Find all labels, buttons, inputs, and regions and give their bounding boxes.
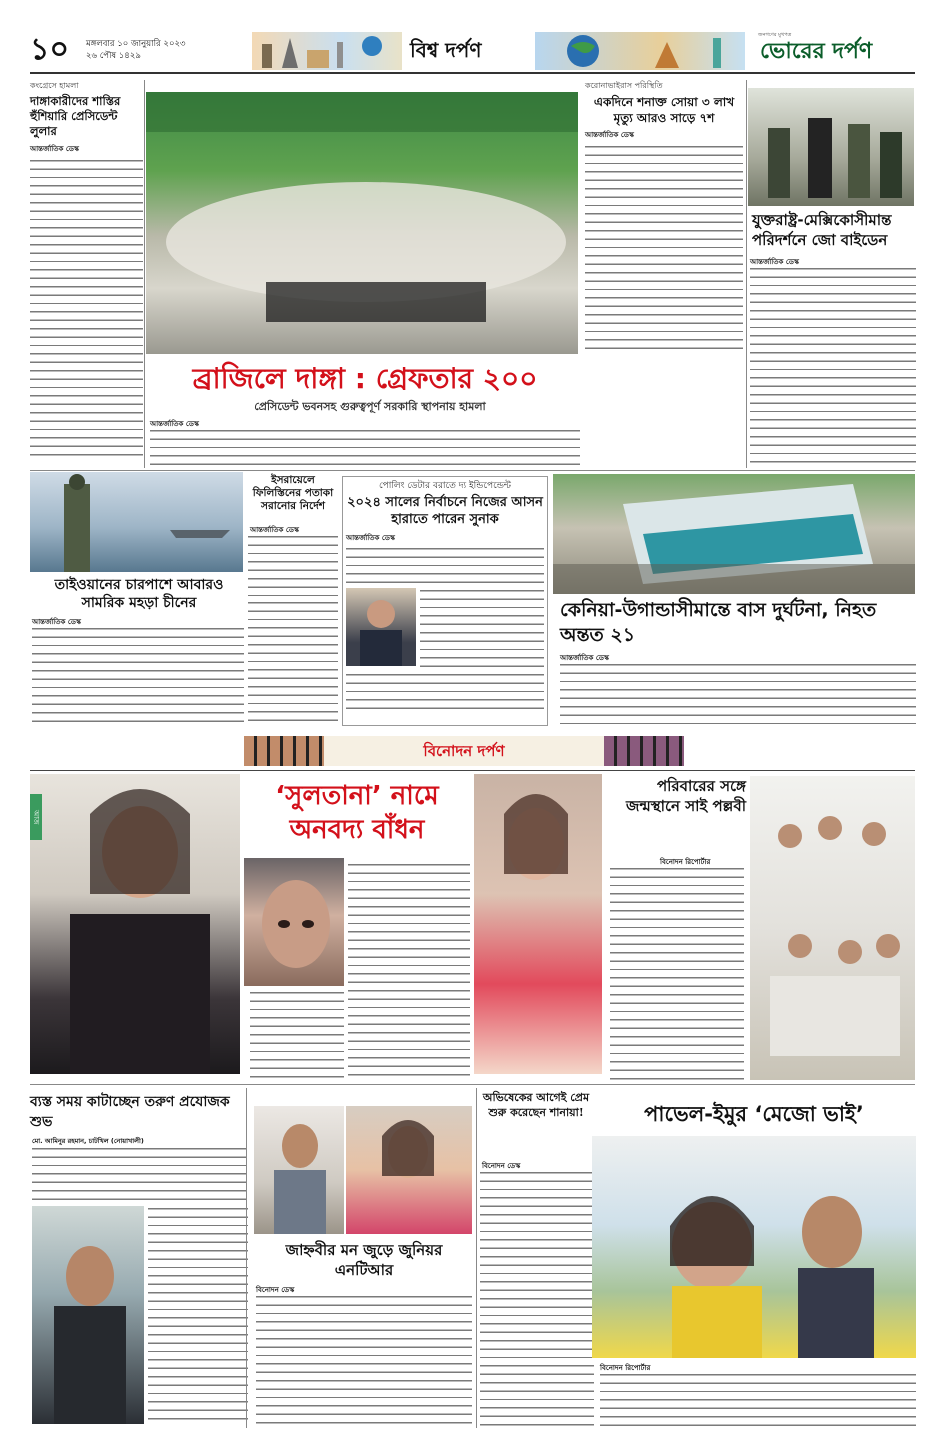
sunak-body	[420, 588, 544, 668]
shanaya-headline: অভিষেকের আগেই প্রেম শুরু করেছেন শানায়া!	[482, 1091, 590, 1119]
sunak-photo	[346, 588, 416, 666]
taiwan-drill-photo	[30, 472, 243, 572]
article-congress	[30, 80, 143, 464]
corona-body	[585, 144, 743, 354]
israel-headline: ইসরায়েলে ফিলিস্তিনের পতাকা সরানোর নির্দেশ	[252, 474, 334, 512]
sunak-body-top	[346, 546, 544, 586]
congress-kicker: কংগ্রেসে হামলা	[30, 81, 79, 90]
shuvo-headline: ব্যস্ত সময় কাটাচ্ছেন তরুণ প্রযোজক শুভ	[30, 1094, 230, 1130]
side-tag: আজ	[30, 794, 42, 840]
corona-kicker: করোনাভাইরাস পরিস্থিতি	[585, 81, 663, 90]
shuvo-body	[148, 1206, 248, 1424]
landmark-banner	[252, 32, 402, 70]
brazil-desk: আন্তর্জাতিক ডেস্ক	[150, 420, 199, 428]
sunak-kicker: পোলিং ডেটার বরাতে দ্য ইন্ডিপেন্ডেন্ট	[378, 481, 512, 491]
sultana-body-3	[250, 990, 344, 1080]
shanaya-body	[480, 1170, 594, 1426]
badhon-photo	[30, 774, 240, 1074]
israel-desk: আন্তর্জাতিক ডেস্ক	[250, 526, 299, 534]
sunak-desk: আন্তর্জাতিক ডেস্ক	[346, 534, 395, 542]
article-sunak	[342, 476, 548, 726]
masthead	[750, 30, 915, 70]
divider	[30, 1084, 915, 1085]
taiwan-headline: তাইওয়ানের চারপাশে আবারও সামরিক মহড়া চীনের	[54, 577, 224, 611]
shanaya-photo	[474, 774, 602, 1074]
corona-headline: একদিনে শনাক্ত সোয়া ৩ লাখ মৃত্যু আরও সাড়ে ৭শ	[593, 95, 735, 125]
shanaya-desk: বিনোদন ডেস্ক	[482, 1162, 521, 1170]
usmexico-desk: আন্তর্জাতিক ডেস্ক	[750, 258, 799, 266]
kenya-bus-photo	[553, 474, 915, 594]
kenya-body	[560, 662, 916, 724]
brazil-subhead: প্রেসিডেন্ট ভবনসহ গুরুত্বপূর্ণ সরকারি স্থাপনায় হামলা	[254, 400, 486, 413]
shuvo-body-top	[32, 1146, 247, 1204]
divider	[30, 770, 915, 771]
landmarks-icon	[252, 32, 402, 70]
globe-icon	[535, 32, 745, 70]
brazil-riot-photo	[146, 92, 578, 354]
sunak-headline: ২০২৪ সালের নির্বাচনে নিজের আসন হারাতে পারেন সুনাক	[347, 495, 543, 527]
jahnvi-photo	[346, 1106, 472, 1234]
page-header	[30, 30, 915, 74]
pavel-headline: পাভেল-ইমুর ‘মেজো ভাই’	[644, 1102, 864, 1126]
taiwan-body-2	[248, 600, 338, 724]
sunak-body-bottom	[346, 672, 544, 716]
sultana-headline-rest: অনবদ্য বাঁধন	[289, 815, 425, 845]
shuvo-photo	[32, 1206, 144, 1424]
usmexico-body	[750, 266, 916, 466]
sai-family-photo	[750, 776, 915, 1080]
corona-desk: আন্তর্জাতিক ডেস্ক	[585, 131, 634, 139]
biden-border-photo	[748, 88, 914, 206]
sultana-body-2	[348, 862, 470, 1080]
page-number: ১০	[30, 32, 69, 67]
pavel-body	[600, 1372, 916, 1426]
column-rule	[746, 80, 747, 468]
pavel-imu-photo	[592, 1136, 916, 1358]
sai-headline: পরিবারের সঙ্গে জন্মস্থানে সাই পল্লবী	[625, 777, 746, 815]
masthead-tag: জনগণের মুখপত্র	[758, 32, 792, 38]
jahnvi-body	[256, 1294, 472, 1426]
jahnvi-headline: জাহ্নবীর মন জুড়ে জুনিয়র এনটিআর	[285, 1241, 443, 1279]
column-rule	[246, 1088, 247, 1428]
masthead-name: ভোরের দর্পণ	[760, 39, 873, 64]
usmexico-headline: যুক্তরাষ্ট্র-মেক্সিকোসীমান্ত পরিদর্শনে জো বাইডেন	[752, 211, 892, 249]
sai-desk: বিনোদন রিপোর্টার	[660, 858, 711, 866]
jahnvi-desk: বিনোদন ডেস্ক	[256, 1286, 295, 1294]
sai-body	[610, 866, 744, 1080]
shuvo-byline: মো. আমিনুর রহমান, চাটখিল (নোয়াখালী)	[32, 1137, 144, 1145]
pavel-desk: বিনোদন রিপোর্টার	[600, 1364, 651, 1372]
ntr-photo	[254, 1106, 344, 1234]
date-line: মঙ্গলবার ১০ জানুয়ারি ২০২৩ ২৬ পৌষ ১৪২৯	[86, 39, 186, 61]
section-title: বিশ্ব দর্পণ	[410, 38, 482, 62]
kenya-desk: আন্তর্জাতিক ডেস্ক	[560, 654, 609, 662]
congress-body	[30, 158, 143, 458]
congress-headline: দাঙ্গাকারীদের শাস্তির হুঁশিয়ারি প্রেসিডেন্ট লুলার	[30, 94, 121, 138]
column-rule	[476, 1088, 477, 1428]
badhon-closeup-photo	[244, 858, 344, 986]
congress-desk: আন্তর্জাতিক ডেস্ক	[30, 145, 79, 153]
globe-banner	[535, 32, 745, 70]
entertainment-banner	[244, 736, 684, 766]
sultana-headline-quote: ‘সুলতানা’ নামে	[275, 781, 439, 811]
kenya-headline: কেনিয়া-উগান্ডাসীমান্তে বাস দুর্ঘটনা, নিহত অন্তত ২১	[560, 599, 877, 646]
brazil-headline: ব্রাজিলে দাঙ্গা : গ্রেফতার ২০০	[192, 362, 538, 395]
column-rule	[144, 80, 145, 468]
divider	[30, 470, 915, 471]
entertainment-title: বিনোদন দর্পণ	[423, 742, 505, 760]
taiwan-desk: আন্তর্জাতিক ডেস্ক	[32, 618, 81, 626]
taiwan-body	[32, 626, 244, 724]
article-corona	[585, 80, 743, 370]
brazil-body	[150, 428, 580, 466]
